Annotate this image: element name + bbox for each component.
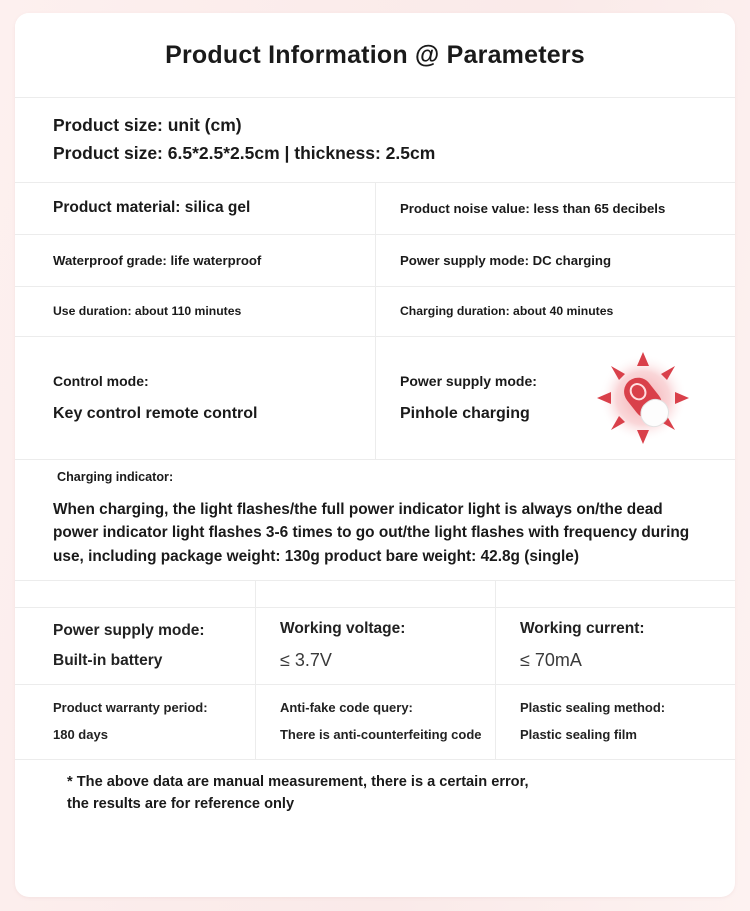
- pinhole-power-label: Power supply mode:: [400, 372, 537, 389]
- warranty-value: 180 days: [53, 727, 108, 743]
- spec-cell-sealing: [495, 685, 735, 759]
- spec-cell-pinhole-charging: [375, 337, 735, 459]
- spec-cell-battery: [15, 608, 255, 684]
- control-mode-value: Key control remote control: [53, 404, 258, 422]
- spacer-cell: [255, 581, 495, 607]
- charging-indicator-label: Charging indicator:: [57, 469, 174, 484]
- control-mode-label: Control mode:: [53, 372, 149, 389]
- battery-label: Power supply mode:: [53, 621, 205, 639]
- sealing-label: Plastic sealing method:: [519, 700, 666, 716]
- table-row: [15, 235, 735, 287]
- sealing-value: Plastic sealing film: [519, 727, 637, 743]
- antifake-label: Anti-fake code query:: [279, 700, 413, 716]
- current-value: ≤ 70mA: [519, 650, 582, 671]
- spec-cell-control-mode: [15, 337, 375, 459]
- voltage-value: ≤ 3.7V: [279, 650, 332, 671]
- product-info-card: [15, 13, 735, 897]
- charging-indicator-block: [15, 460, 735, 581]
- spec-cell-antifake: [255, 685, 495, 759]
- table-row: [15, 287, 735, 337]
- spec-waterproof-text: Waterproof grade: life waterproof: [53, 252, 262, 268]
- spec-cell-warranty: [15, 685, 255, 759]
- battery-value: Built-in battery: [53, 651, 163, 669]
- spec-use-duration-text: Use duration: about 110 minutes: [53, 304, 242, 319]
- spec-cell-use-duration: [15, 287, 375, 336]
- spec-cell-waterproof: [15, 235, 375, 286]
- table-row: [15, 608, 735, 685]
- spec-cell-material: [15, 183, 375, 234]
- current-label: Working current:: [519, 620, 645, 638]
- card-header: [15, 13, 735, 98]
- spacer-cell: [15, 581, 255, 607]
- voltage-label: Working voltage:: [279, 620, 406, 638]
- page-title: Product Information @ Parameters: [165, 40, 585, 69]
- spec-cell-noise: [375, 183, 735, 234]
- footer-line-1: * The above data are manual measurement, there is a certain error,: [67, 773, 529, 790]
- table-row: [15, 685, 735, 760]
- warranty-label: Product warranty period:: [53, 700, 208, 716]
- spec-cell-current: [495, 608, 735, 684]
- product-size-unit: Product size: unit (cm): [53, 115, 242, 135]
- footer-line-2: the results are for reference only: [67, 795, 295, 812]
- spec-material-text: Product material: silica gel: [53, 199, 251, 217]
- antifake-value: There is anti-counterfeiting code: [279, 727, 482, 743]
- spec-noise-text: Product noise value: less than 65 decibels: [400, 200, 666, 216]
- product-size-block: [15, 98, 735, 183]
- footer-note: [15, 760, 735, 816]
- product-illustration-icon: [595, 350, 691, 446]
- pinhole-power-value: Pinhole charging: [400, 404, 530, 422]
- spec-charging-duration-text: Charging duration: about 40 minutes: [400, 304, 614, 319]
- table-row: [15, 183, 735, 235]
- table-row: [15, 337, 735, 460]
- spec-cell-charging-duration: [375, 287, 735, 336]
- spacer-row: [15, 581, 735, 608]
- spacer-cell: [495, 581, 735, 607]
- spec-cell-power-supply: [375, 235, 735, 286]
- spec-power-supply-text: Power supply mode: DC charging: [400, 252, 612, 268]
- product-size-value: Product size: 6.5*2.5*2.5cm | thickness: 2.5cm: [53, 143, 436, 164]
- spec-cell-voltage: [255, 608, 495, 684]
- charging-indicator-text: When charging, the light flashes/the full power indicator light is always on/the dead power indicator light flashes 3-6 times to go out/the light flashes with frequency during use, including package weight: 130g product bare weight: 42.8g (single): [53, 500, 690, 565]
